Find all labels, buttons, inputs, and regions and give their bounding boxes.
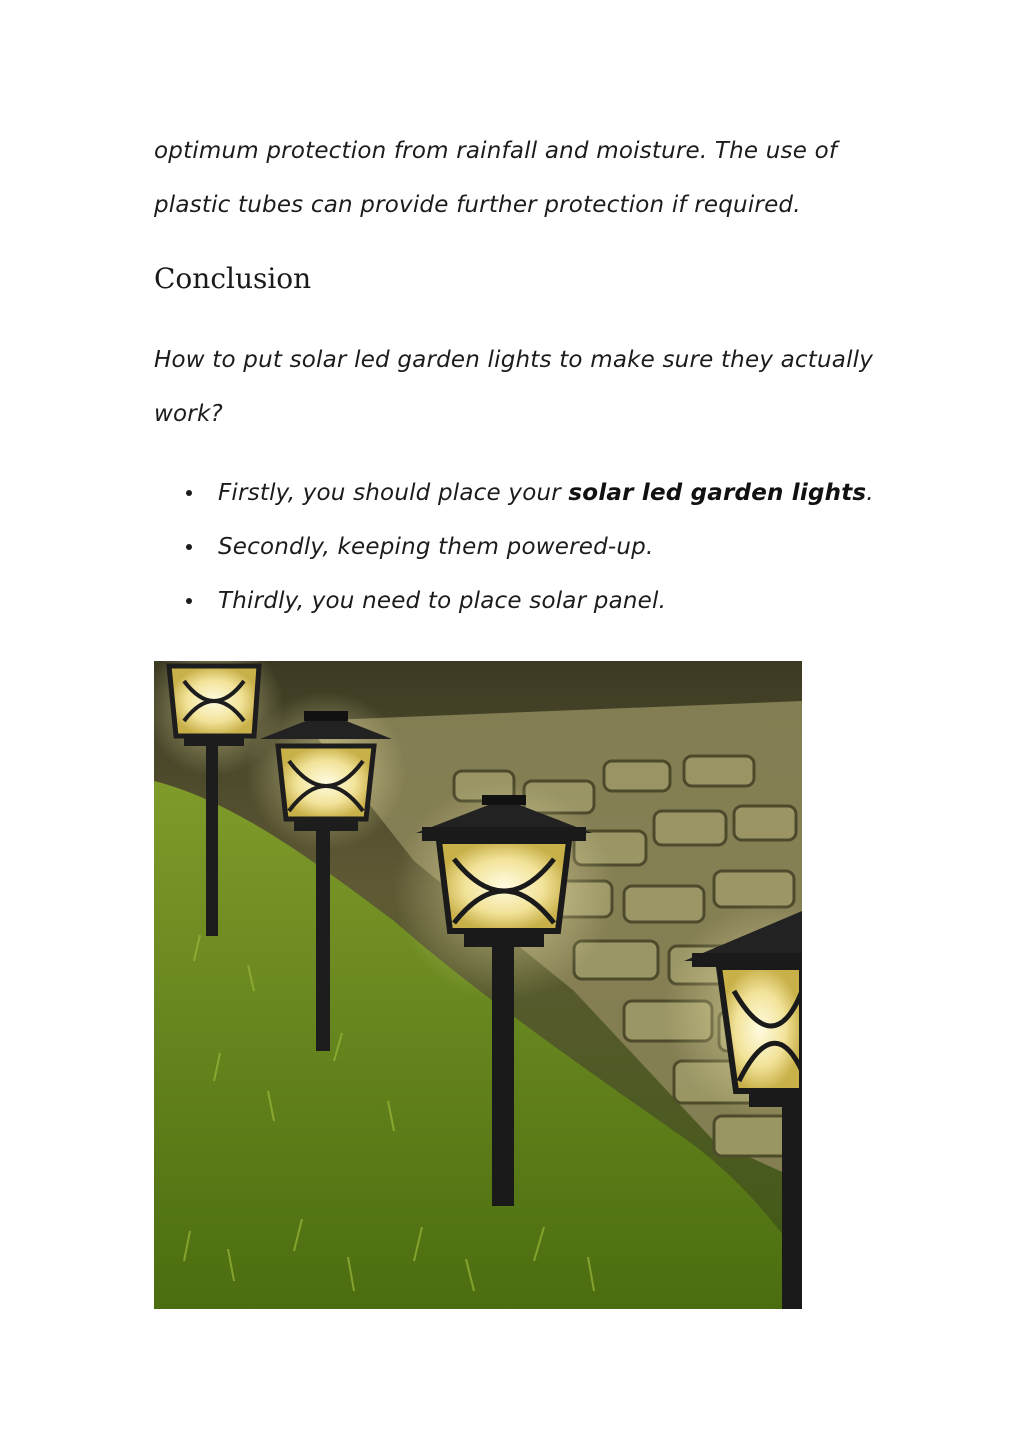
step-text: Secondly, keeping them powered-up.	[218, 534, 654, 560]
garden-lights-photo	[154, 661, 802, 1309]
list-item	[154, 520, 914, 574]
conclusion-heading: Conclusion	[154, 262, 312, 295]
solar-led-garden-lights-link[interactable]: solar led garden lights	[568, 480, 867, 506]
step-suffix: .	[866, 480, 874, 506]
list-item	[154, 466, 914, 520]
garden-lights-illustration	[154, 661, 802, 1309]
intro-paragraph: optimum protection from rainfall and moisture. The use of plastic tubes can provide further protection if required.	[154, 138, 838, 218]
bullet-icon	[186, 490, 192, 496]
bullet-icon	[186, 544, 192, 550]
steps-list	[154, 466, 914, 628]
list-item	[154, 574, 914, 628]
step-text: Thirdly, you need to place solar panel.	[218, 588, 667, 614]
bullet-icon	[186, 598, 192, 604]
conclusion-question: How to put solar led garden lights to make sure they actually work?	[154, 347, 874, 427]
step-text: Firstly, you should place your	[218, 480, 569, 506]
